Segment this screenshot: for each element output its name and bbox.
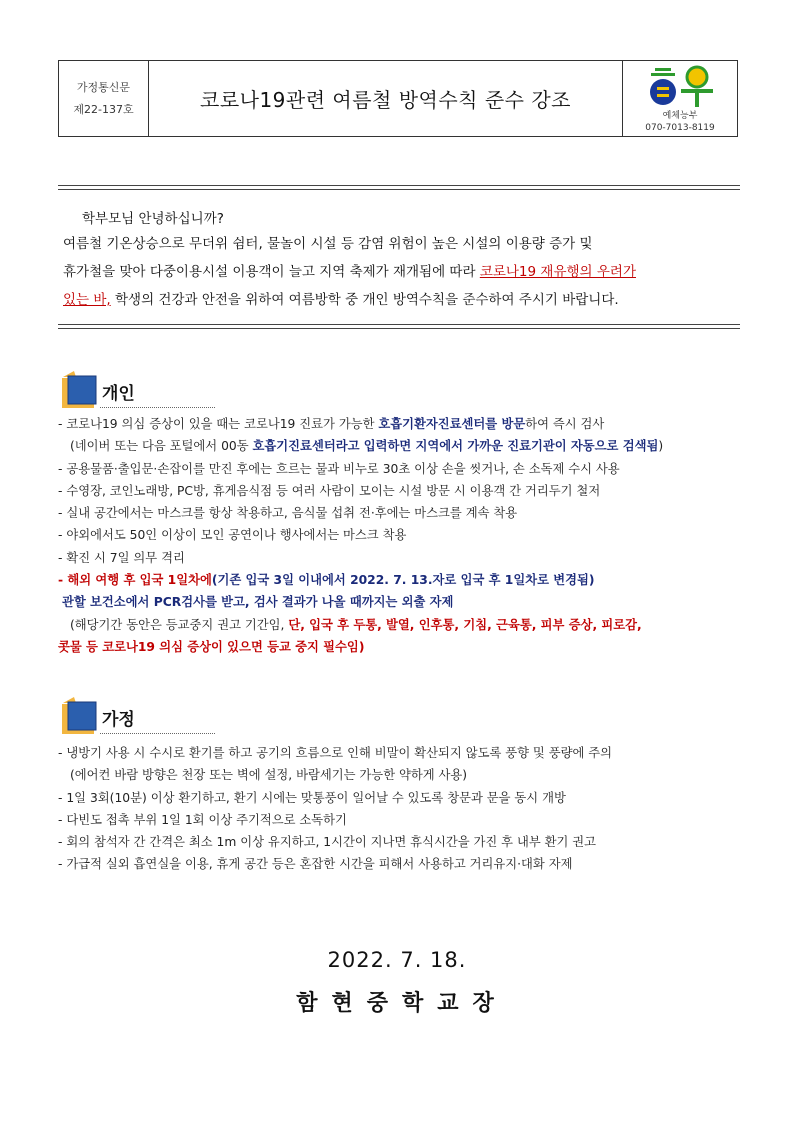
department-logo [622,61,737,136]
divider [58,324,740,329]
intro-line: 휴가철을 맞아 다중이용시설 이용객이 늘고 지역 축제가 재개됨에 따라 코로나19 재유행의 우려가 [63,264,636,280]
warning-text: 있는 바, [63,292,111,308]
section-title: 가정 [102,710,135,730]
list-item: - 코로나19 의심 증상이 있을 때는 코로나19 진료가 가능한 호흡기환자진료센터를 방문하여 즉시 검사 [58,417,605,431]
department-phone: 070-7013-8119 [645,123,715,133]
list-item: - 공용물품·출입문·손잡이를 만진 후에는 흐르는 물과 비누로 30초 이상 손을 씻거나, 손 소독제 수시 사용 [58,461,620,476]
personal-guidelines [58,413,748,658]
document-number: 제22-137호 [73,102,134,116]
list-item: - 가급적 실외 흡연실을 이용, 휴게 공간 등은 혼잡한 시간을 피해서 사용하고 거리유지·대화 자제 [58,857,573,872]
list-item: 관할 보건소에서 PCR검사를 받고, 검사 결과가 나올 때까지는 외출 자제 [62,595,454,610]
intro-line: 있는 바, 학생의 건강과 안전을 위하여 여름방학 중 개인 방역수칙을 준수하여 주시기 바랍니다. [63,292,619,308]
greeting: 학부모님 안녕하십니까? [82,211,224,227]
list-item: - 야외에서도 50인 이상이 모인 공연이나 행사에서는 마스크 착용 [58,528,407,543]
issue-date: 2022. 7. 18. [327,948,467,972]
section-underline [100,733,215,734]
list-item: (네이버 또는 다음 포털에서 00동 호흡기진료센터라고 입력하면 지역에서 가까운 진료기관이 자동으로 검색됨) [70,439,664,454]
intro-body [63,230,735,314]
section-title: 개인 [102,384,135,404]
intro-paragraph [63,208,735,314]
home-guidelines [58,742,748,876]
signer-name: 함현중학교장 [296,991,508,1016]
section-bullet-icon [60,695,100,735]
letter-header [58,60,738,137]
list-item: (에어컨 바람 방향은 천장 또는 벽에 설정, 바람세기는 가능한 약하게 사용) [70,768,468,783]
section-bullet-icon [60,369,100,409]
section-underline [100,407,215,408]
list-item: - 수영장, 코인노래방, PC방, 휴게음식점 등 여러 사람이 모이는 시설 방문 시 이용객 간 거리두기 철저 [58,483,601,498]
intro-line: 여름철 기온상승으로 무더위 쉼터, 물놀이 시설 등 감염 위험이 높은 시설의 이용량 증가 및 [63,236,593,252]
warning-text: 코로나19 재유행의 우려가 [479,264,636,280]
list-item: - 냉방기 사용 시 수시로 환기를 하고 공기의 흐름으로 인해 비말이 확산되지 않도록 풍향 및 풍량에 주의 [58,746,613,760]
document-type: 가정통신문 [76,80,131,94]
list-item: - 실내 공간에서는 마스크를 항상 착용하고, 음식물 섭취 전·후에는 마스크를 계속 착용 [58,506,518,521]
list-item: - 확진 시 7일 의무 격리 [58,550,185,565]
list-item: (해당기간 동안은 등교중지 권고 기간임, 단, 입국 후 두통, 발열, 인후통, 기침, 근육통, 피부 증상, 피로감, [70,617,642,632]
document-title: 코로나19관련 여름철 방역수칙 준수 강조 [200,88,571,112]
department-name: 예체능부 [662,111,698,121]
list-item: 콧물 등 코로나19 의심 증상이 있으면 등교 중지 필수임) [58,639,365,654]
list-item: - 1일 3회(10분) 이상 환기하고, 환기 시에는 맞통풍이 일어날 수 있도록 창문과 문을 동시 개방 [58,790,566,805]
list-item: - 회의 참석자 간 간격은 최소 1m 이상 유지하고, 1시간이 지나면 휴식시간을 가진 후 내부 환기 권고 [58,835,597,850]
logo-icon [645,65,715,109]
document-number-cell [59,61,149,136]
list-item: - 해외 여행 후 입국 1일차에(기존 입국 3일 이내에서 2022. 7. 13.자로 입국 후 1일차로 변경됨) [58,573,595,588]
divider [58,185,740,190]
list-item: - 다빈도 접촉 부위 1일 1회 이상 주기적으로 소독하기 [58,812,347,827]
